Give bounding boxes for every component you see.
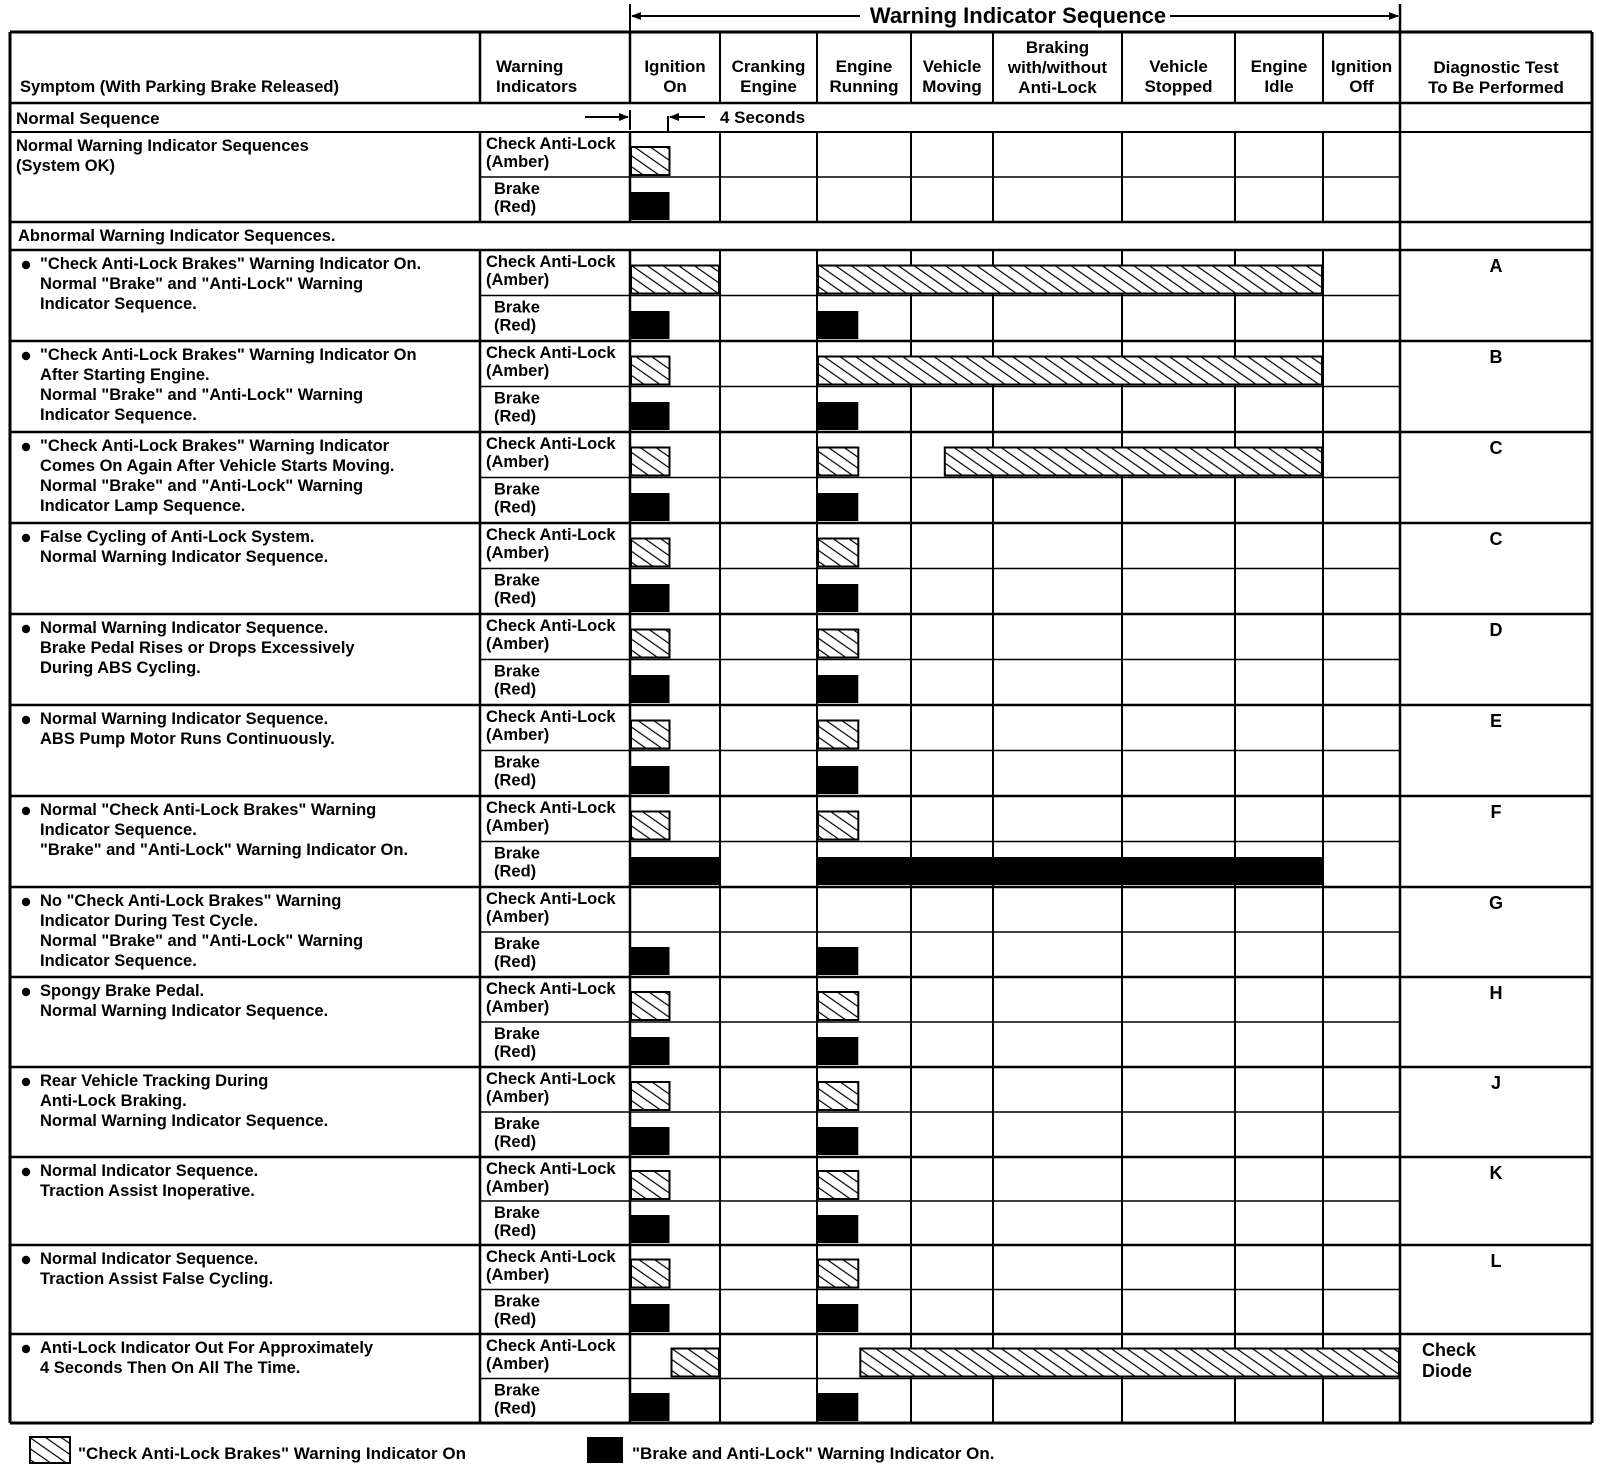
header-stage-5: Vehicle <box>1149 57 1208 76</box>
amber-indicator-label: (Amber) <box>486 908 550 926</box>
symptom-text-12: Traction Assist False Cycling. <box>40 1270 274 1288</box>
symptom-text-2: Normal "Brake" and "Anti-Lock" Warning <box>40 386 364 404</box>
amber-bar <box>631 147 670 175</box>
symptom-text-3: Normal "Brake" and "Anti-Lock" Warning <box>40 477 364 495</box>
amber-bar <box>631 721 670 749</box>
diagnostic-test-13: Check <box>1422 1340 1477 1360</box>
header-stage-2: Engine <box>835 57 893 76</box>
bullet-icon <box>22 1256 30 1264</box>
red-bar <box>818 766 858 794</box>
red-indicator-label: Brake <box>494 1292 540 1311</box>
red-bar <box>631 1127 670 1155</box>
diagnostic-test-3: C <box>1489 438 1503 458</box>
amber-bar <box>631 357 670 385</box>
red-indicator-label: Brake <box>494 298 540 317</box>
symptom-text-1: "Check Anti-Lock Brakes" Warning Indicator On. <box>40 255 422 273</box>
bullet-icon <box>22 898 30 906</box>
amber-bar <box>631 448 670 476</box>
red-indicator-label: (Red) <box>494 316 537 335</box>
legend-red-label: "Brake and Anti-Lock" Warning Indicator On. <box>632 1444 995 1463</box>
red-indicator-label: (Red) <box>494 1310 537 1329</box>
symptom-text-7: Normal "Check Anti-Lock Brakes" Warning <box>40 801 377 819</box>
symptom-text-11: Traction Assist Inoperative. <box>40 1182 255 1200</box>
red-bar <box>818 675 858 703</box>
amber-indicator-label: Check Anti-Lock <box>486 344 616 362</box>
diagnostic-test-7: F <box>1490 802 1502 822</box>
red-indicator-label: Brake <box>494 389 540 408</box>
symptom-text-1: Normal "Brake" and "Anti-Lock" Warning <box>40 275 364 293</box>
amber-indicator-label: (Amber) <box>486 544 550 562</box>
amber-indicator-label: (Amber) <box>486 271 550 289</box>
amber-bar <box>631 812 670 840</box>
amber-indicator-label: (Amber) <box>486 1355 550 1373</box>
red-bar <box>631 311 670 339</box>
symptom-text-2: Indicator Sequence. <box>40 406 197 424</box>
symptom-text-10: Anti-Lock Braking. <box>40 1092 187 1110</box>
symptom-text-12: Normal Indicator Sequence. <box>40 1250 259 1268</box>
symptom-text-5: Normal Warning Indicator Sequence. <box>40 619 329 637</box>
red-bar <box>818 1304 858 1332</box>
symptom-text-8: No "Check Anti-Lock Brakes" Warning <box>40 892 342 910</box>
amber-bar <box>818 1260 858 1288</box>
red-indicator-label: (Red) <box>494 771 537 790</box>
header-symptom: Symptom (With Parking Brake Released) <box>20 78 339 96</box>
red-bar <box>818 311 858 339</box>
bullet-icon <box>22 261 30 269</box>
red-indicator-label: (Red) <box>494 589 537 608</box>
sequence-title: Warning Indicator Sequence <box>869 3 1167 28</box>
amber-bar <box>818 812 858 840</box>
bullet-icon <box>22 443 30 451</box>
diagnostic-test-12: L <box>1490 1251 1502 1271</box>
amber-indicator-label: Check Anti-Lock <box>486 890 616 908</box>
red-bar <box>631 766 670 794</box>
amber-indicator-label: Check Anti-Lock <box>486 708 616 726</box>
red-bar <box>818 584 858 612</box>
amber-indicator-label: Check Anti-Lock <box>486 1070 616 1088</box>
red-indicator-label: Brake <box>494 480 540 499</box>
symptom-text-5: Brake Pedal Rises or Drops Excessively <box>40 639 355 657</box>
red-bar <box>818 1393 858 1421</box>
symptom-text-6: ABS Pump Motor Runs Continuously. <box>40 730 335 748</box>
bullet-icon <box>22 1345 30 1353</box>
amber-indicator-label: (Amber) <box>486 635 550 653</box>
symptom-text-4: False Cycling of Anti-Lock System. <box>40 528 315 546</box>
amber-indicator-label: (Amber) <box>486 817 550 835</box>
amber-indicator-label: Check Anti-Lock <box>486 980 616 998</box>
amber-bar <box>818 357 1322 385</box>
amber-bar <box>631 992 670 1020</box>
amber-indicator-label: Check Anti-Lock <box>486 799 616 817</box>
amber-bar <box>818 1171 858 1199</box>
symptom-text-4: Normal Warning Indicator Sequence. <box>40 548 329 566</box>
red-bar <box>631 857 719 885</box>
symptom-text-9: Spongy Brake Pedal. <box>40 982 205 1000</box>
four-seconds-label: 4 Seconds <box>720 108 806 127</box>
header-stage-6: Idle <box>1264 77 1294 96</box>
amber-indicator-label: Check Anti-Lock <box>486 617 616 635</box>
header-diagnostic: Diagnostic Test <box>1433 58 1559 77</box>
bullet-icon <box>22 352 30 360</box>
red-bar <box>631 402 670 430</box>
header-stage-7: Off <box>1349 77 1374 96</box>
symptom-text-13: 4 Seconds Then On All The Time. <box>40 1359 301 1377</box>
red-indicator-label: Brake <box>494 1381 540 1400</box>
red-bar <box>818 1037 858 1065</box>
amber-bar <box>631 1082 670 1110</box>
red-bar <box>818 1215 858 1243</box>
red-bar <box>631 675 670 703</box>
symptom-text-3: Comes On Again After Vehicle Starts Moving. <box>40 457 395 475</box>
symptom-text-13: Anti-Lock Indicator Out For Approximately <box>40 1339 374 1357</box>
red-indicator-label: Brake <box>494 844 540 863</box>
legend-red-swatch <box>587 1437 623 1463</box>
diagnostic-test-8: G <box>1488 893 1504 913</box>
red-indicator-label: (Red) <box>494 953 537 971</box>
red-bar <box>631 493 670 521</box>
amber-indicator-label: Check Anti-Lock <box>486 135 616 153</box>
amber-indicator-label: (Amber) <box>486 1266 550 1284</box>
red-bar <box>818 947 858 975</box>
bullet-icon <box>22 716 30 724</box>
red-bar <box>818 493 858 521</box>
symptom-text-2: "Check Anti-Lock Brakes" Warning Indicator On <box>40 346 417 364</box>
amber-bar <box>631 1171 670 1199</box>
amber-bar <box>631 266 719 294</box>
red-bar <box>818 857 1322 885</box>
red-bar <box>631 192 670 220</box>
diagnostic-test-5: D <box>1489 620 1503 640</box>
bullet-icon <box>22 988 30 996</box>
red-indicator-label: Brake <box>494 662 540 681</box>
red-indicator-label: Brake <box>494 1115 540 1133</box>
symptom-text-10: Normal Warning Indicator Sequence. <box>40 1112 329 1130</box>
abnormal-label: Abnormal Warning Indicator Sequences. <box>18 227 336 245</box>
red-indicator-label: (Red) <box>494 1222 537 1240</box>
amber-indicator-label: (Amber) <box>486 726 550 744</box>
symptom-text-1: Indicator Sequence. <box>40 295 197 313</box>
header-indicators: Indicators <box>496 77 578 96</box>
amber-bar <box>818 1082 858 1110</box>
amber-indicator-label: Check Anti-Lock <box>486 1160 616 1178</box>
red-indicator-label: (Red) <box>494 862 537 881</box>
red-bar <box>631 947 670 975</box>
amber-bar <box>818 721 858 749</box>
diagnostic-test-2: B <box>1489 347 1503 367</box>
red-indicator-label: Brake <box>494 1025 540 1043</box>
red-bar <box>818 1127 858 1155</box>
header-indicators: Warning <box>496 57 564 76</box>
symptom-text-5: During ABS Cycling. <box>40 659 201 677</box>
diagnostic-test-9: H <box>1489 983 1503 1003</box>
symptom-text-7: Indicator Sequence. <box>40 821 197 839</box>
header-stage-3: Moving <box>922 77 982 96</box>
symptom-text-10: Rear Vehicle Tracking During <box>40 1072 269 1090</box>
diagnostic-test-1: A <box>1489 256 1503 276</box>
bullet-icon <box>22 534 30 542</box>
symptom-text-9: Normal Warning Indicator Sequence. <box>40 1002 329 1020</box>
red-bar <box>631 584 670 612</box>
amber-indicator-label: (Amber) <box>486 453 550 471</box>
diagnostic-test-4: C <box>1489 529 1503 549</box>
red-indicator-label: (Red) <box>494 407 537 426</box>
symptom-text-8: Indicator Sequence. <box>40 952 197 970</box>
red-bar <box>631 1215 670 1243</box>
amber-indicator-label: (Amber) <box>486 1178 550 1196</box>
header-diagnostic: To Be Performed <box>1428 78 1564 97</box>
header-stage-2: Running <box>829 77 899 96</box>
bullet-icon <box>22 807 30 815</box>
amber-bar <box>818 539 858 567</box>
red-indicator-label: Brake <box>494 935 540 953</box>
amber-bar <box>818 630 858 658</box>
red-indicator-label: (Red) <box>494 680 537 699</box>
bullet-icon <box>22 1168 30 1176</box>
header-stage-5: Stopped <box>1144 77 1213 96</box>
symptom-text-2: After Starting Engine. <box>40 366 210 384</box>
amber-bar <box>631 539 670 567</box>
symptom-text-0: (System OK) <box>16 157 116 175</box>
amber-bar <box>818 992 858 1020</box>
symptom-text-3: Indicator Lamp Sequence. <box>40 497 246 515</box>
header-stage-0: On <box>663 77 687 96</box>
symptom-text-3: "Check Anti-Lock Brakes" Warning Indicator <box>40 437 390 455</box>
amber-indicator-label: (Amber) <box>486 998 550 1016</box>
red-indicator-label: (Red) <box>494 1133 537 1151</box>
normal-sequence-label: Normal Sequence <box>16 109 160 128</box>
header-stage-4: with/without <box>1007 58 1108 77</box>
diagnostic-test-11: K <box>1489 1163 1503 1183</box>
red-bar <box>631 1393 670 1421</box>
legend-amber-swatch <box>30 1437 70 1463</box>
amber-bar <box>631 630 670 658</box>
amber-bar <box>672 1349 720 1377</box>
red-bar <box>631 1304 670 1332</box>
symptom-text-7: "Brake" and "Anti-Lock" Warning Indicator On. <box>40 841 409 859</box>
header-stage-3: Vehicle <box>922 57 982 76</box>
amber-indicator-label: Check Anti-Lock <box>486 526 616 544</box>
header-stage-4: Braking <box>1025 38 1090 57</box>
symptom-text-6: Normal Warning Indicator Sequence. <box>40 710 329 728</box>
bullet-icon <box>22 625 30 633</box>
header-stage-1: Engine <box>740 77 797 96</box>
header-stage-6: Engine <box>1250 57 1308 76</box>
header-stage-1: Cranking <box>731 57 806 76</box>
red-indicator-label: Brake <box>494 571 540 590</box>
red-indicator-label: (Red) <box>494 198 537 216</box>
header-stage-7: Ignition <box>1330 57 1393 76</box>
diagnostic-test-6: E <box>1489 711 1503 731</box>
red-indicator-label: (Red) <box>494 1043 537 1061</box>
amber-bar <box>631 1260 670 1288</box>
amber-indicator-label: Check Anti-Lock <box>486 435 616 453</box>
red-bar <box>818 402 858 430</box>
amber-bar <box>818 448 858 476</box>
red-indicator-label: Brake <box>494 753 540 772</box>
red-indicator-label: Brake <box>494 180 540 198</box>
amber-indicator-label: Check Anti-Lock <box>486 1248 616 1266</box>
red-bar <box>631 1037 670 1065</box>
amber-bar <box>860 1349 1399 1377</box>
red-indicator-label: (Red) <box>494 498 537 517</box>
symptom-text-8: Indicator During Test Cycle. <box>40 912 258 930</box>
bullet-icon <box>22 1078 30 1086</box>
red-indicator-label: (Red) <box>494 1399 537 1418</box>
amber-indicator-label: (Amber) <box>486 1088 550 1106</box>
amber-bar <box>945 448 1322 476</box>
amber-indicator-label: Check Anti-Lock <box>486 253 616 271</box>
symptom-text-0: Normal Warning Indicator Sequences <box>16 137 309 155</box>
diagnostic-test-13: Diode <box>1422 1361 1473 1381</box>
symptom-text-8: Normal "Brake" and "Anti-Lock" Warning <box>40 932 364 950</box>
diagnostic-test-10: J <box>1490 1073 1502 1093</box>
symptom-text-11: Normal Indicator Sequence. <box>40 1162 259 1180</box>
header-stage-0: Ignition <box>644 57 706 76</box>
amber-indicator-label: Check Anti-Lock <box>486 1337 616 1355</box>
amber-indicator-label: (Amber) <box>486 362 550 380</box>
amber-indicator-label: (Amber) <box>486 153 550 171</box>
red-indicator-label: Brake <box>494 1204 540 1222</box>
amber-bar <box>818 266 1322 294</box>
header-stage-4: Anti-Lock <box>1018 78 1097 97</box>
legend-amber-label: "Check Anti-Lock Brakes" Warning Indicator On <box>78 1444 466 1463</box>
